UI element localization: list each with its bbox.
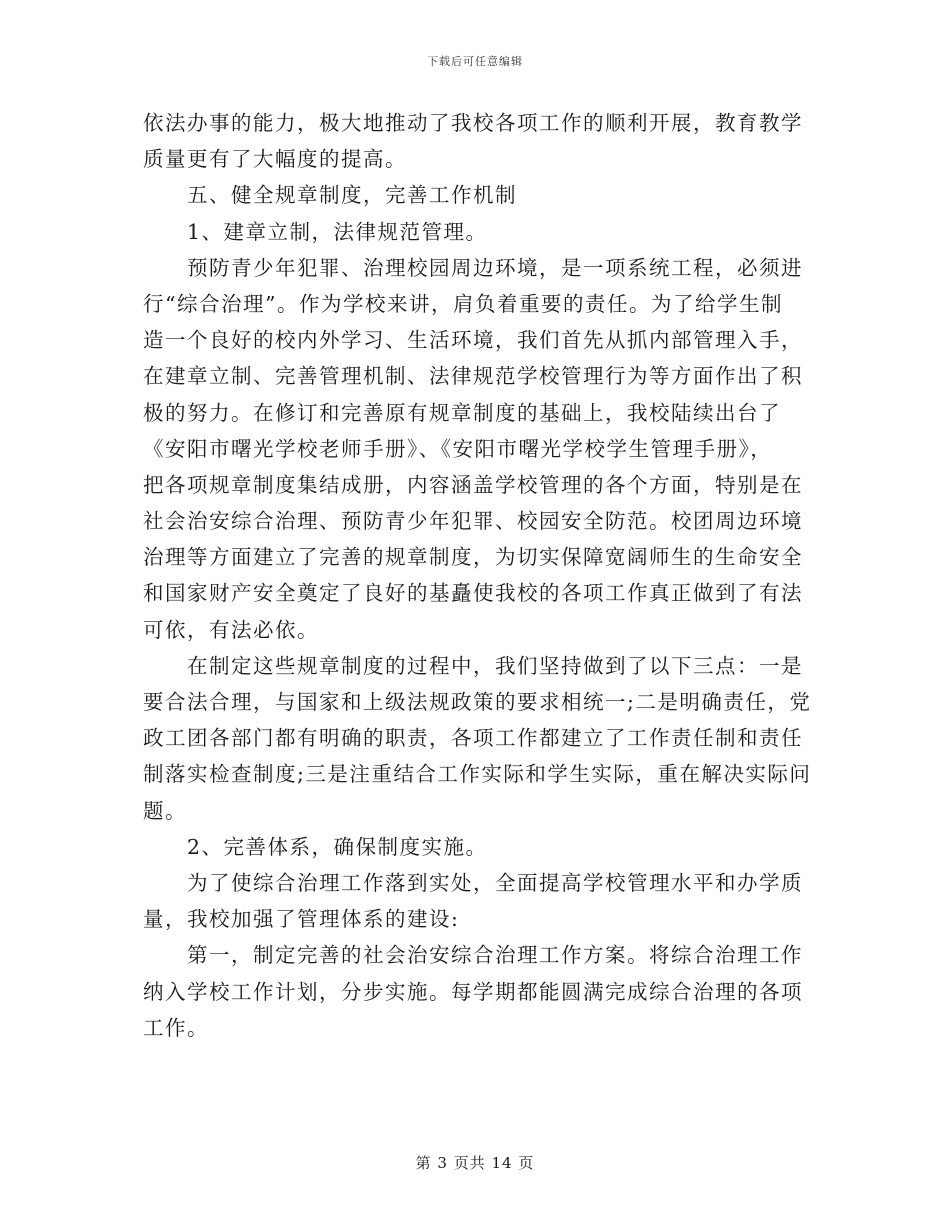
text-line: 治理等方面建立了完善的规章制度，为切实保障宽阔师生的生命安全 bbox=[143, 545, 803, 570]
text-line: 造一个良好的校内外学习、生活环境，我们首先从抓内部管理入手， bbox=[143, 328, 803, 353]
subsection-heading: 2、完善体系，确保制度实施。 bbox=[187, 834, 488, 859]
text-line: 质量更有了大幅度的提高。 bbox=[143, 147, 407, 172]
text-line: 纳入学校工作计划，分步实施。每学期都能圆满完成综合治理的各项 bbox=[143, 979, 803, 1004]
document-body bbox=[143, 105, 812, 1046]
text-line: 把各项规章制度集结成册，内容涵盖学校管理的各个方面，特别是在 bbox=[143, 472, 803, 497]
text-line: 在制定这些规章制度的过程中，我们坚持做到了以下三点：一是 bbox=[187, 653, 803, 678]
text-line: 依法办事的能力，极大地推动了我校各项工作的顺利开展，教育教学 bbox=[143, 111, 803, 135]
page-header: 下载后可任意编辑 bbox=[427, 55, 523, 68]
text-line: 量，我校加强了管理体系的建设: bbox=[143, 907, 460, 932]
text-line: 题。 bbox=[143, 798, 187, 823]
text-line: 工作。 bbox=[143, 1015, 209, 1040]
text-line: 为了使综合治理工作落到实处，全面提高学校管理水平和办学质 bbox=[187, 870, 803, 895]
text-line: 可依，有法必依。 bbox=[143, 617, 319, 642]
text-line: 要合法合理，与国家和上级法规政策的要求相统一;二是明确责任，党 bbox=[143, 690, 812, 714]
text-line: 《安阳市曙光学校老师手册》、《安阳市曙光学校学生管理手册》， bbox=[143, 436, 773, 461]
page-number: 第 3 页共 14 页 bbox=[415, 1154, 535, 1172]
text-line: 政工团各部门都有明确的职责，各项工作都建立了工作责任制和责任 bbox=[143, 726, 803, 751]
text-line: 社会治安综合治理、预防青少年犯罪、校园安全防范。校团周边环境 bbox=[143, 509, 803, 534]
text-line: 预防青少年犯罪、治理校园周边环境，是一项系统工程，必须进 bbox=[187, 255, 803, 280]
text-line: 行“综合治理”。作为学校来讲，肩负着重要的责任。为了给学生制 bbox=[143, 291, 783, 316]
text-line: 制落实检查制度;三是注重结合工作实际和学生实际，重在解决实际问 bbox=[143, 762, 812, 787]
text-line: 在建章立制、完善管理机制、法律规范学校管理行为等方面作出了积 bbox=[143, 364, 803, 389]
subsection-heading: 1、建章立制，法律规范管理。 bbox=[187, 219, 488, 244]
text-line: 极的努力。在修订和完善原有规章制度的基础上，我校陆续出台了 bbox=[143, 400, 781, 425]
section-heading: 五、健全规章制度，完善工作机制 bbox=[187, 183, 517, 208]
text-line: 和国家财产安全奠定了良好的基矗使我校的各项工作真正做到了有法 bbox=[143, 581, 803, 606]
text-line: 第一，制定完善的社会治安综合治理工作方案。将综合治理工作 bbox=[187, 943, 803, 968]
